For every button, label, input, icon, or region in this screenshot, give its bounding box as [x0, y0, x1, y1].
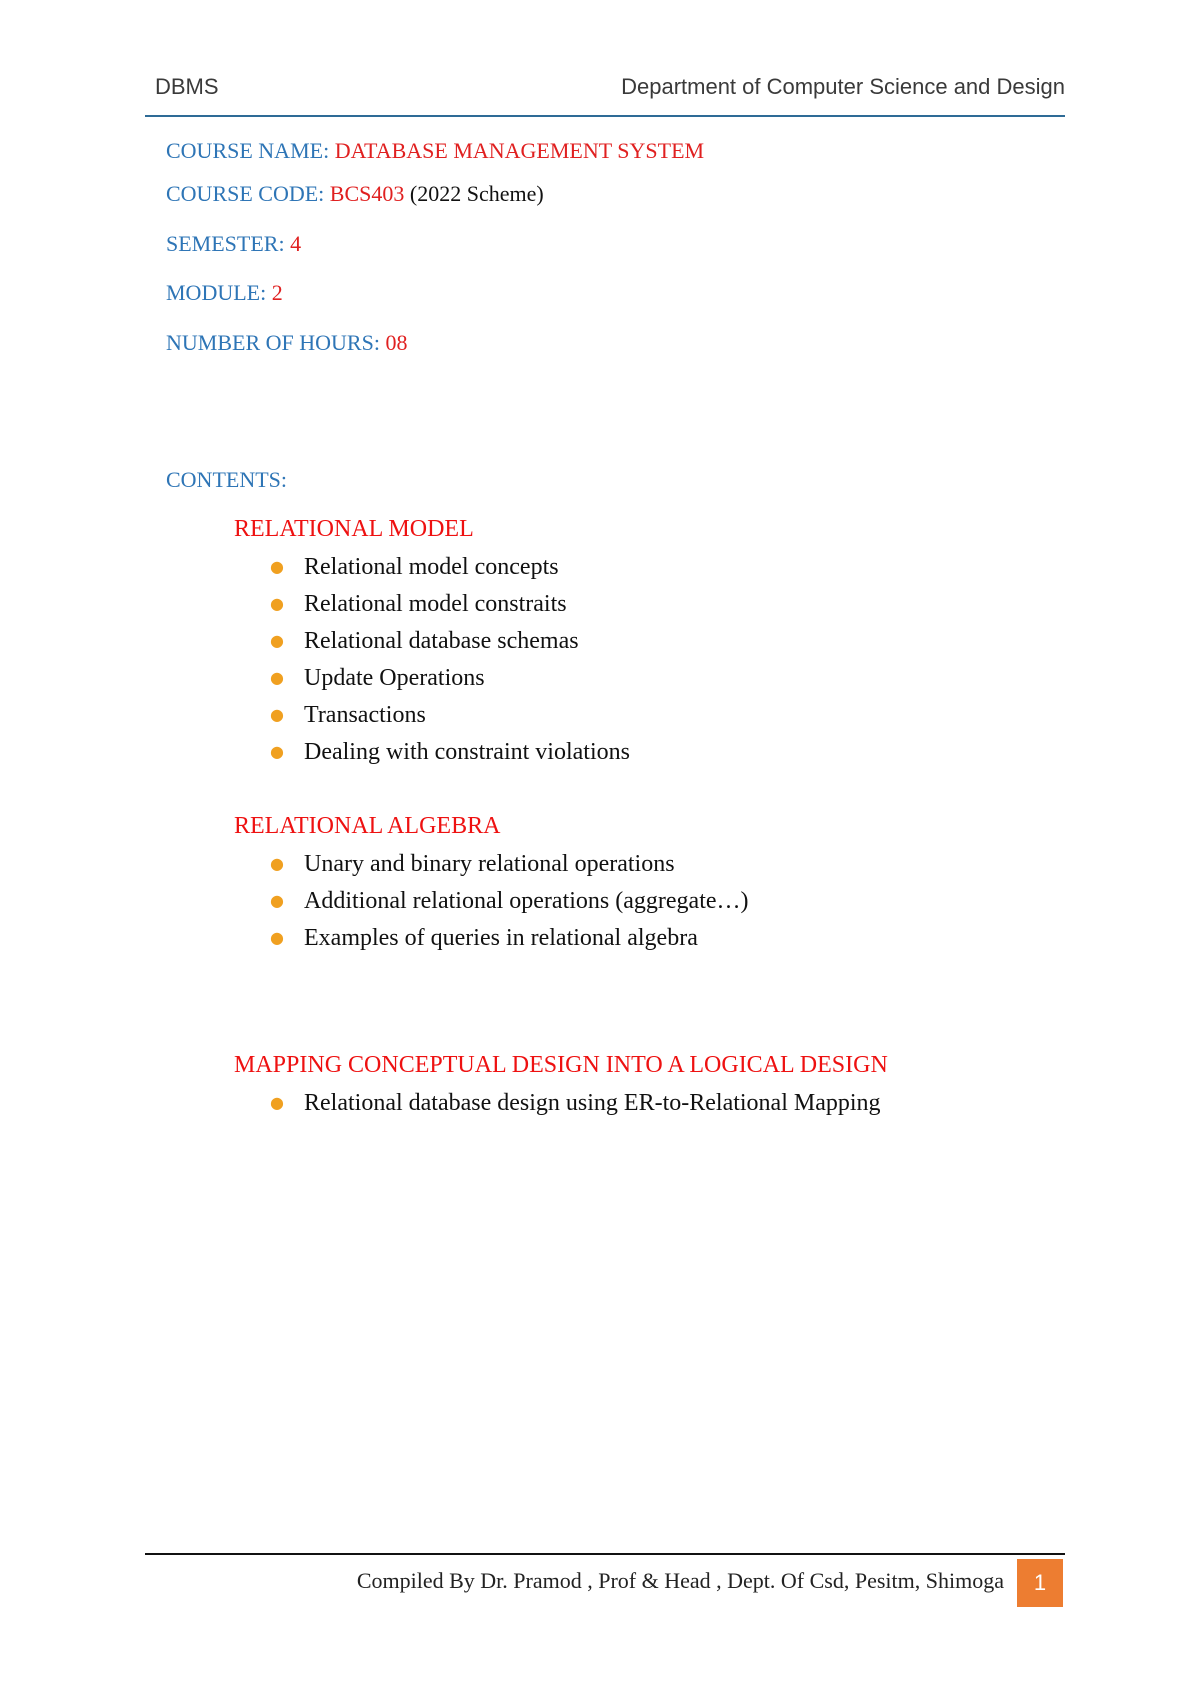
- bullet-icon: ●: [270, 668, 284, 687]
- list-item: [234, 886, 749, 923]
- list-item-text: Unary and binary relational operations: [304, 851, 675, 877]
- hours-value: 08: [385, 330, 408, 355]
- bullet-icon: ●: [270, 1093, 284, 1112]
- bullet-icon: ●: [270, 705, 284, 724]
- course-code-line: [166, 181, 544, 207]
- list-item-text: Additional relational operations (aggregate…): [304, 888, 749, 914]
- list-item-text: Relational database design using ER-to-Relational Mapping: [304, 1090, 881, 1116]
- list-item-text: Transactions: [304, 702, 426, 728]
- list-item-text: Examples of queries in relational algebra: [304, 925, 698, 951]
- section-list-mapping: [234, 1088, 881, 1125]
- contents-heading: [166, 467, 287, 493]
- list-item: [234, 663, 630, 700]
- semester-label: SEMESTER:: [166, 231, 285, 256]
- section-title-relational-algebra: RELATIONAL ALGEBRA: [234, 813, 501, 839]
- list-item: [234, 923, 749, 960]
- module-label: MODULE:: [166, 280, 267, 305]
- list-item: [234, 700, 630, 737]
- bullet-icon: ●: [270, 557, 284, 576]
- list-item: [234, 849, 749, 886]
- section-list-relational-algebra: [234, 849, 749, 960]
- bullet-icon: ●: [270, 854, 284, 873]
- list-item-text: Update Operations: [304, 665, 485, 691]
- list-item-text: Dealing with constraint violations: [304, 739, 630, 765]
- section-list-relational-model: [234, 552, 630, 774]
- bullet-icon: ●: [270, 594, 284, 613]
- course-code-scheme: (2022 Scheme): [409, 181, 544, 206]
- list-item: [234, 737, 630, 774]
- header-department: Department of Computer Science and Design: [621, 74, 1065, 99]
- semester-line: [166, 231, 301, 257]
- header-divider: [145, 115, 1065, 117]
- bullet-icon: ●: [270, 891, 284, 910]
- hours-label: NUMBER OF HOURS:: [166, 330, 380, 355]
- course-code-label: COURSE CODE:: [166, 181, 325, 206]
- module-line: [166, 280, 283, 306]
- course-name-line: [166, 138, 704, 164]
- course-name-label: COURSE NAME:: [166, 138, 330, 163]
- footer-compiled-by: Compiled By Dr. Pramod , Prof & Head , Dept. Of Csd, Pesitm, Shimoga: [356, 1568, 1004, 1593]
- bullet-icon: ●: [270, 742, 284, 761]
- section-title-mapping: MAPPING CONCEPTUAL DESIGN INTO A LOGICAL DESIGN: [234, 1052, 888, 1078]
- footer-divider: [145, 1553, 1065, 1555]
- list-item-text: Relational database schemas: [304, 628, 579, 654]
- list-item-text: Relational model concepts: [304, 554, 559, 580]
- bullet-icon: ●: [270, 928, 284, 947]
- list-item: [234, 589, 630, 626]
- hours-line: [166, 330, 407, 356]
- page-number-badge: 1: [1017, 1559, 1063, 1607]
- section-title-relational-model: RELATIONAL MODEL: [234, 516, 474, 542]
- bullet-icon: ●: [270, 631, 284, 650]
- page-header: [155, 74, 1065, 104]
- semester-value: 4: [290, 231, 302, 256]
- list-item: [234, 626, 630, 663]
- course-name-value: DATABASE MANAGEMENT SYSTEM: [334, 138, 705, 163]
- list-item-text: Relational model constraits: [304, 591, 567, 617]
- module-value: 2: [271, 280, 283, 305]
- list-item: [234, 552, 630, 589]
- header-subject: DBMS: [155, 74, 219, 99]
- contents-label: CONTENTS:: [166, 467, 287, 492]
- course-code-value: BCS403: [329, 181, 405, 206]
- list-item: [234, 1088, 881, 1125]
